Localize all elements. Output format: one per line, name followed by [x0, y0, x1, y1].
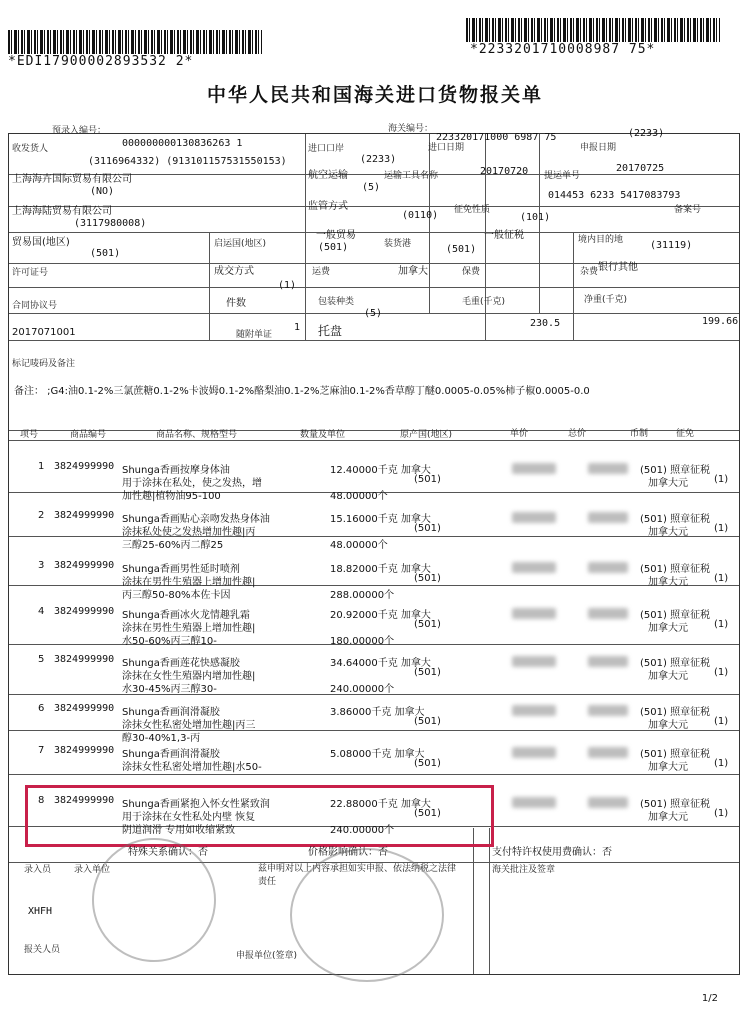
consignor-name: 上海海陆贸易有限公司: [12, 206, 112, 217]
special-relation: 特殊关系确认：否: [128, 847, 208, 858]
total-price-redacted: [588, 608, 628, 619]
item-currency: (501) 照章征税: [640, 514, 711, 525]
barcode-left-text: *EDI17900002893532 2*: [8, 54, 194, 69]
item-name: Shunga香画贴心亲吻发热身体油: [122, 514, 270, 525]
tax-code: (101): [520, 212, 551, 223]
item-origin: (501): [414, 619, 441, 630]
contract-label: 合同协议号: [12, 301, 58, 311]
col-tax: 征免: [676, 429, 695, 439]
item-code: 3824999990: [54, 745, 115, 756]
tax-label: 征免性质: [454, 205, 491, 215]
item-quantity: 22.88000千克 加拿大: [330, 799, 431, 810]
item-quantity-2: 240.00000个: [330, 825, 395, 836]
item-code: 3824999990: [54, 795, 115, 806]
unit-price-redacted: [512, 705, 556, 716]
waybill-label: 提运单号: [544, 171, 581, 181]
document-title: 中华人民共和国海关进口货物报关单: [206, 84, 543, 106]
container-no: 2017071001: [12, 327, 76, 338]
unit-price-redacted: [512, 512, 556, 523]
item-name: Shunga香画润滑凝胶: [122, 707, 220, 718]
item-no: 6: [38, 703, 45, 714]
item-tax: (1): [714, 573, 729, 584]
item-name: Shunga香画男性延时喷剂: [122, 564, 240, 575]
misc-label: 杂费: [580, 267, 599, 277]
item-currency: (501) 照章征税: [640, 465, 711, 476]
royalty-confirm: 支付特许权使用费确认：否: [492, 847, 612, 858]
transport-code: (5): [362, 182, 381, 193]
item-desc: 涂抹在男性生殖器上增加性趣|: [122, 577, 256, 588]
col-name: 商品名称、规格型号: [156, 430, 238, 440]
net-label: 净重(千克): [584, 295, 628, 305]
item-currency-name: 加拿大元: [648, 527, 688, 538]
item-desc: 醇30-40%1,3-丙: [122, 733, 201, 744]
item-quantity-2: 48.00000个: [330, 491, 388, 502]
item-currency-name: 加拿大元: [648, 812, 688, 823]
import-port-code: (2233): [360, 154, 397, 165]
item-no: 5: [38, 654, 45, 665]
item-desc: 三醇25-60%丙二醇25: [122, 540, 224, 551]
item-tax: (1): [714, 667, 729, 678]
col-currency: 币制: [630, 429, 649, 439]
gross-weight: 230.5: [530, 318, 561, 329]
item-desc: 阴道润滑 专用如收缩紧致: [122, 825, 236, 836]
price-influence: 价格影响确认：否: [308, 847, 388, 858]
item-name: Shunga香画按摩身体油: [122, 465, 230, 476]
supervision-code: (0110): [402, 210, 439, 221]
item-quantity: 18.82000千克 加拿大: [330, 564, 431, 575]
general-trade: 一般贸易: [316, 230, 356, 241]
customs-no-label: 海关编号：: [388, 124, 434, 134]
destination-label: 境内目的地: [578, 235, 624, 245]
total-price-redacted: [588, 797, 628, 808]
barcode-right: [466, 18, 720, 42]
origin-country-code: (501): [318, 242, 349, 253]
item-currency-name: 加拿大元: [648, 623, 688, 634]
item-desc: 涂抹女性私密处增加性趣|水50-: [122, 762, 262, 773]
item-currency-name: 加拿大元: [648, 478, 688, 489]
stamp-center: [290, 848, 444, 982]
unit-price-redacted: [512, 562, 556, 573]
col-total: 总价: [568, 429, 587, 439]
total-price-redacted: [588, 512, 628, 523]
item-origin: (501): [414, 573, 441, 584]
pack-label: 包装种类: [318, 297, 355, 307]
item-currency-name: 加拿大元: [648, 762, 688, 773]
item-currency-name: 加拿大元: [648, 720, 688, 731]
item-code: 3824999990: [54, 606, 115, 617]
item-origin: (501): [414, 667, 441, 678]
item-currency-name: 加拿大元: [648, 577, 688, 588]
unit-price-redacted: [512, 656, 556, 667]
import-date-label: 进口日期: [428, 143, 465, 153]
destination-code: (31119): [650, 240, 693, 251]
pack-type: 托盘: [318, 324, 343, 338]
item-no: 4: [38, 606, 45, 617]
page-number: 1/2: [701, 993, 718, 1004]
pre-entry-label: 预录入编号：: [52, 126, 107, 136]
total-price-redacted: [588, 562, 628, 573]
item-quantity: 5.08000千克 加拿大: [330, 749, 425, 760]
item-origin: (501): [414, 808, 441, 819]
general-tax: 一般征税: [484, 230, 524, 241]
consignee-ids: (3116964332) (913101157531550153): [88, 156, 287, 167]
piece-count: 1: [294, 322, 301, 333]
item-quantity: 12.40000千克 加拿大: [330, 465, 431, 476]
item-currency: (501) 照章征税: [640, 658, 711, 669]
col-code: 商品编号: [70, 430, 107, 440]
item-name: Shunga香画冰火龙情趣乳霜: [122, 610, 250, 621]
waybill-no: 014453 6233 5417083793: [548, 190, 681, 201]
import-date: 20170720: [480, 166, 529, 177]
declaration-unit-label: 申报单位(签章): [236, 951, 298, 961]
item-name: Shunga香画润滑凝胶: [122, 749, 220, 760]
item-code: 3824999990: [54, 654, 115, 665]
import-port-label: 进口口岸: [308, 144, 345, 154]
item-desc: 水50-60%丙三醇10-: [122, 636, 217, 647]
port-code: (501): [446, 244, 477, 255]
item-no: 2: [38, 510, 45, 521]
total-price-redacted: [588, 656, 628, 667]
item-origin: (501): [414, 716, 441, 727]
insurance-label: 保费: [462, 267, 481, 277]
item-quantity: 15.16000千克 加拿大: [330, 514, 431, 525]
origin-country-label: 启运国(地区): [214, 239, 267, 249]
item-quantity-2: 48.00000个: [330, 540, 388, 551]
consignee-code: 000000000130836263 1: [122, 138, 243, 149]
freight-label: 运费: [312, 267, 331, 277]
consignee-label: 收发货人: [12, 144, 49, 154]
col-unit-price: 单价: [510, 429, 529, 439]
declare-statement: 兹申明对以上内容承担如实申报、依法纳税之法律责任: [258, 864, 457, 887]
port-label: 装货港: [384, 239, 412, 249]
deal-code: (1): [278, 280, 297, 291]
item-currency-name: 加拿大元: [648, 671, 688, 682]
item-no: 8: [38, 795, 45, 806]
item-desc: 涂抹在女性生殖器内增加性趣|: [122, 671, 256, 682]
barcode-right-text: *2233201710008987 75*: [470, 42, 656, 57]
freight-country: 加拿大: [398, 266, 428, 277]
gross-label: 毛重(千克): [462, 297, 506, 307]
declaration-code: (2233): [628, 128, 665, 139]
item-tax: (1): [714, 523, 729, 534]
transport-mode: 航空运输: [308, 170, 348, 181]
item-desc: 水30-45%丙三醇30-: [122, 684, 217, 695]
unit-price-redacted: [512, 797, 556, 808]
item-quantity-2: 288.00000个: [330, 590, 395, 601]
consignee-no: (NO): [90, 186, 115, 197]
total-price-redacted: [588, 463, 628, 474]
item-code: 3824999990: [54, 703, 115, 714]
col-item-no: 项号: [20, 430, 39, 440]
item-tax: (1): [714, 758, 729, 769]
unit-price-redacted: [512, 463, 556, 474]
item-currency: (501) 照章征税: [640, 610, 711, 621]
consignee-name: 上海海卉国际贸易有限公司: [12, 174, 132, 185]
col-origin: 原产国(地区): [400, 430, 453, 440]
col-qty: 数量及单位: [300, 430, 346, 440]
item-quantity-2: 180.00000个: [330, 636, 395, 647]
item-code: 3824999990: [54, 560, 115, 571]
item-desc: 涂抹女性私密处增加性趣|丙三: [122, 720, 256, 731]
pack-code: (5): [364, 308, 383, 319]
item-desc: 丙三醇50-80%本佐卡因: [122, 590, 231, 601]
item-quantity: 20.92000千克 加拿大: [330, 610, 431, 621]
item-tax: (1): [714, 716, 729, 727]
item-name: Shunga香画莲花快感凝胶: [122, 658, 240, 669]
item-tax: (1): [714, 808, 729, 819]
declaration-date-label: 申报日期: [580, 143, 617, 153]
entry-person: XHFH: [28, 906, 53, 917]
item-code: 3824999990: [54, 510, 115, 521]
entry-person-label: 录入员: [24, 865, 52, 875]
item-tax: (1): [714, 619, 729, 630]
unit-price-redacted: [512, 608, 556, 619]
net-weight: 199.66: [702, 316, 739, 327]
entry-no: 223320171000 6987 75: [436, 132, 557, 143]
item-currency: (501) 照章征税: [640, 707, 711, 718]
barcode-left: [8, 30, 262, 54]
unit-price-redacted: [512, 747, 556, 758]
misc-value: 银行其他: [598, 262, 638, 273]
remark-label: 备案号: [674, 205, 702, 215]
total-price-redacted: [588, 705, 628, 716]
item-code: 3824999990: [54, 461, 115, 472]
supervision-label: 监管方式: [308, 201, 348, 212]
date-2: 20170725: [616, 163, 665, 174]
item-currency: (501) 照章征税: [640, 749, 711, 760]
licence-label: 许可证号: [12, 268, 49, 278]
item-quantity: 3.86000千克 加拿大: [330, 707, 425, 718]
docs-label: 随附单证: [236, 330, 273, 340]
total-price-redacted: [588, 747, 628, 758]
item-currency: (501) 照章征税: [640, 564, 711, 575]
item-no: 1: [38, 461, 45, 472]
item-tax: (1): [714, 474, 729, 485]
item-origin: (501): [414, 523, 441, 534]
highlight-box: [25, 785, 494, 847]
item-desc: 用于涂抹在私处，使之发热，增: [122, 478, 262, 489]
pieces-label: 件数: [226, 298, 246, 309]
item-no: 7: [38, 745, 45, 756]
item-desc: 加性趣|植物油95-100: [122, 491, 221, 502]
approval-label: 海关批注及签章: [492, 865, 556, 875]
remarks-text: 备注： ;G4:油0.1-2%三氯蔗糖0.1-2%卡波姆0.1-2%酪梨油0.1-2%芝麻油0.1-2%香草醇丁醚0.0005-0.05%柿子椒0.0005-0.0: [14, 386, 590, 397]
trade-country-code: (501): [90, 248, 121, 259]
reporter-label: 报关人员: [24, 945, 61, 955]
item-currency: (501) 照章征税: [640, 799, 711, 810]
item-origin: (501): [414, 474, 441, 485]
marks-label: 标记唛码及备注: [12, 359, 76, 369]
item-quantity: 34.64000千克 加拿大: [330, 658, 431, 669]
item-origin: (501): [414, 758, 441, 769]
item-name: Shunga香画紧抱入怀女性紧致润: [122, 799, 270, 810]
consignor-code: (3117980008): [74, 218, 147, 229]
transport-tool-label: 运输工具名称: [384, 171, 439, 181]
entry-unit-label: 录入单位: [74, 865, 111, 875]
item-desc: 涂抹私处使之发热增加性趣|丙: [122, 527, 256, 538]
item-quantity-2: 240.00000个: [330, 684, 395, 695]
item-no: 3: [38, 560, 45, 571]
item-desc: 涂抹在男性生殖器上增加性趣|: [122, 623, 256, 634]
deal-method-label: 成交方式: [214, 266, 254, 277]
trade-country-label: 贸易国(地区): [12, 237, 70, 248]
item-desc: 用于涂抹在女性私处内壁 恢复: [122, 812, 256, 823]
